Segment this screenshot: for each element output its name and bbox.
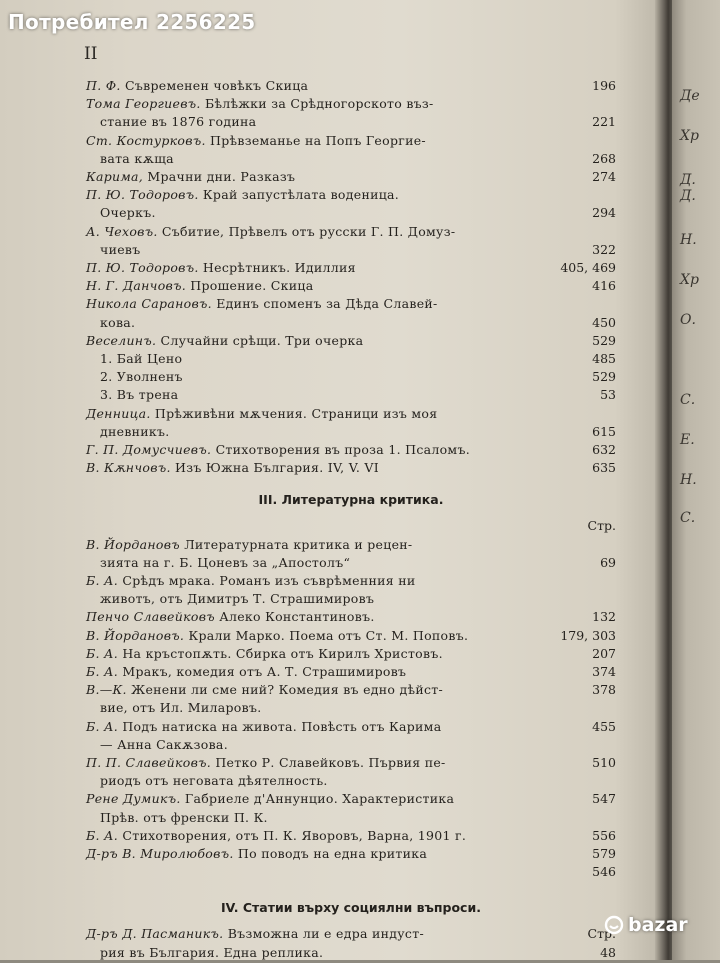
toc-entry-title <box>86 315 135 330</box>
facing-page-fragment: Хр <box>680 272 699 288</box>
toc-entry-title <box>86 333 363 348</box>
toc-entry-text: Прѣвземанье на Попъ Георгие- <box>210 132 426 148</box>
toc-entry-author: Н. Г. Данчовъ. <box>86 278 187 294</box>
toc-entry-title <box>86 442 470 457</box>
toc-entry-text: Литературната критика и рецен- <box>184 536 413 552</box>
toc-entry-author: Веселинъ. <box>86 332 157 348</box>
toc-entry-author: В. Йордановъ <box>86 536 180 552</box>
toc-entry-text: Женени ли сме ний? Комедия въ едно дѣйст- <box>131 682 444 698</box>
bazar-logo <box>604 914 688 936</box>
toc-entry <box>86 646 616 664</box>
toc-entry-title <box>86 773 328 788</box>
toc-entry <box>86 555 616 573</box>
toc-entry <box>86 828 616 846</box>
toc-entry-title <box>86 628 468 643</box>
toc-entry <box>86 96 616 114</box>
toc-entry-title <box>86 169 295 184</box>
toc-entry <box>86 682 616 700</box>
toc-entry-author: П. П. Славейковъ. <box>86 755 212 770</box>
facing-page-fragment: Н. <box>680 232 697 248</box>
toc-entry-page: 207 <box>592 645 616 661</box>
toc-entry-text: Несрѣтникъ. Идиллия <box>202 260 356 275</box>
toc-entry <box>86 628 616 646</box>
toc-entry-title <box>86 224 455 239</box>
toc-entry-title <box>86 151 174 166</box>
toc-entry-title <box>86 96 434 111</box>
toc-entry-author: Тома Георгиевъ. <box>86 96 201 112</box>
toc-entry-text: вие, отъ Ил. Миларовъ. <box>100 700 262 716</box>
toc-entry-text: Край запустѣлата воденица. <box>202 187 400 203</box>
toc-entry <box>86 573 616 591</box>
toc-entry <box>86 846 616 864</box>
toc-entry-text: 1. Бай Цено <box>100 351 183 366</box>
toc-entry-author: Карима, <box>86 169 144 184</box>
toc-entry <box>86 926 616 944</box>
toc-entry <box>86 591 616 609</box>
toc-entry-author: В.—К. <box>86 682 127 698</box>
toc-entry-page: 635 <box>592 460 616 476</box>
toc-entry <box>86 333 616 351</box>
section-heading: III. Литературна критика. <box>258 492 444 508</box>
facing-page <box>672 0 720 960</box>
toc-entry-text: Съвременен човѣкъ Скица <box>124 78 309 93</box>
toc-entry <box>86 369 616 387</box>
toc-entry-page: 322 <box>592 241 616 257</box>
toc-entry-title <box>86 133 426 148</box>
toc-entry-page: 579 <box>592 846 616 861</box>
toc-entry <box>86 737 616 755</box>
toc-entry-title <box>86 573 416 588</box>
toc-entry-title <box>86 719 441 734</box>
toc-entry-title <box>86 187 399 202</box>
toc-entry <box>86 296 616 314</box>
toc-entry <box>86 700 616 718</box>
toc-entry <box>86 664 616 682</box>
toc-entry <box>86 278 616 296</box>
toc-entry-text: Събитие, Прѣвелъ отъ русски Г. П. Домуз- <box>161 223 456 239</box>
toc-entry-title <box>86 369 183 384</box>
toc-entry-author: В. Кѫнчовъ. <box>86 460 171 476</box>
toc-entry-text: Прѣживѣни мѫчения. Страници изъ моя <box>154 405 438 421</box>
toc-entry <box>86 810 616 828</box>
toc-entry-title <box>86 646 443 661</box>
toc-entry <box>86 773 616 791</box>
toc-entry-page: 405, 469 <box>560 260 616 275</box>
toc-entry-text: Прошение. Скица <box>190 278 314 294</box>
toc-entry-title <box>86 810 268 825</box>
toc-entry <box>86 224 616 242</box>
toc-entry-page: 294 <box>592 205 616 221</box>
toc-entry <box>86 260 616 278</box>
toc-entry-author: В. Йордановъ. <box>86 627 185 643</box>
toc-entry-title <box>86 846 427 861</box>
toc-entry-page: 547 <box>592 791 616 807</box>
page-number: II <box>84 44 98 64</box>
toc-entry-page: 546 <box>592 864 616 880</box>
toc-entry-text: Алеко Константиновъ. <box>219 609 375 625</box>
toc-entry-text: вата кѫща <box>100 150 174 166</box>
toc-entry-text: 3. Въ трена <box>100 387 179 403</box>
toc-entry <box>86 78 616 96</box>
toc-entry-text: рия въ България. Една реплика. <box>100 944 324 960</box>
toc-entry-page: 274 <box>592 169 616 184</box>
toc-entry-page: 132 <box>592 609 616 625</box>
toc-entry-page: 485 <box>592 351 616 366</box>
toc-entry-page: 556 <box>592 827 616 843</box>
toc-entry-page: 48 <box>600 944 616 960</box>
toc-entry-page: 374 <box>592 664 616 679</box>
toc-entry-title <box>86 555 350 570</box>
toc-entry <box>86 351 616 369</box>
toc-entry <box>86 518 616 536</box>
toc-entry-title <box>86 828 466 843</box>
toc-entry <box>86 242 616 260</box>
toc-entry-page: 529 <box>592 332 616 348</box>
toc-entry-title <box>86 737 228 752</box>
toc-entry-title <box>86 664 406 679</box>
toc-entry-author: Б. А. <box>86 645 119 661</box>
toc-entry <box>86 719 616 737</box>
toc-entry-title <box>86 609 375 624</box>
toc-entry-title <box>86 460 379 475</box>
toc-entry <box>86 609 616 627</box>
toc-entry-author: Д-ръ В. Миролюбовъ. <box>86 846 234 861</box>
toc-entry-text: Възможна ли е едра индуст- <box>227 926 424 942</box>
toc-entry-text: кова. <box>100 314 136 330</box>
toc-entry-text: На кръстопѫть. Сбирка отъ Кирилъ Христовъ. <box>122 645 443 661</box>
toc-entry-text: Очеркъ. <box>100 205 156 221</box>
facing-page-fragment: О. <box>680 312 696 328</box>
toc-entry-text: Изъ Южна България. IV, V. VI <box>175 460 379 476</box>
toc-entry-author: Б. А. <box>86 827 119 843</box>
toc-entry-text: Габриеле д'Аннунцио. Характеристика <box>184 791 455 807</box>
toc-entry-text: Мракъ, комедия отъ А. Т. Страшимировъ <box>122 664 407 679</box>
toc-entry <box>86 315 616 333</box>
toc-entry-text: зията на г. Б. Цоневъ за „Апостолъ“ <box>100 554 351 570</box>
toc-entry-page: 196 <box>592 78 616 93</box>
toc-entry-page: 53 <box>600 387 616 403</box>
toc-entry-author: Б. А. <box>86 573 119 588</box>
toc-entry-title <box>86 114 256 129</box>
toc-entry <box>86 755 616 773</box>
toc-entry-page: 455 <box>592 718 616 734</box>
bazar-logo-text: bazar <box>628 914 688 936</box>
toc-entry-text: Стихотворения, отъ П. К. Яворовъ, Варна, 1901 г. <box>122 827 467 843</box>
facing-page-fragment: Де <box>680 88 700 104</box>
toc-entry <box>86 442 616 460</box>
toc-entry-title <box>86 791 454 806</box>
facing-page-fragment: Хр <box>680 128 699 144</box>
facing-page-fragment: Д. <box>680 188 696 204</box>
toc-entry-title <box>86 926 424 941</box>
toc-entry <box>86 187 616 205</box>
toc-entry-text: Срѣдъ мрака. Романъ изъ съврѣменния ни <box>122 573 416 588</box>
toc-entry-title <box>86 278 313 293</box>
toc-entry-text: стание въ 1876 година <box>100 114 257 130</box>
toc-entry-author: Б. А. <box>86 718 119 734</box>
toc-entry-text: Мрачни дни. Разказъ <box>147 169 296 184</box>
toc-entry <box>86 205 616 223</box>
toc-entry-page: 268 <box>592 150 616 166</box>
toc-entry-text: риодъ отъ неговата дѣятелность. <box>100 773 328 789</box>
toc-entry-page: 632 <box>592 442 616 457</box>
toc-entry-author: П. Ф. <box>86 78 121 93</box>
toc-entry-title <box>86 591 374 606</box>
toc-entry <box>86 169 616 187</box>
toc-entry-title <box>86 945 323 960</box>
toc-entry <box>86 537 616 555</box>
toc-entry-title <box>86 387 178 402</box>
section-heading: IV. Статии върху социялни въпроси. <box>221 900 481 916</box>
toc-entry-title <box>86 205 156 220</box>
toc-entry <box>86 791 616 809</box>
toc-entry <box>86 133 616 151</box>
toc-entry-author: Денница. <box>86 405 151 421</box>
facing-page-fragment: Е. <box>680 432 695 448</box>
toc-entry-title <box>86 242 140 257</box>
toc-entry-page: 450 <box>592 314 616 330</box>
toc-entry-title <box>86 755 446 770</box>
toc-entry-text: чиевъ <box>100 241 141 257</box>
toc-entry-title <box>86 296 438 311</box>
toc-entry-page: 416 <box>592 278 616 294</box>
toc-entry-text: животъ, отъ Димитръ Т. Страшимировъ <box>100 591 375 607</box>
toc-entry-author: Пенчо Славейковъ <box>86 609 215 625</box>
toc-entry-text: Прѣв. отъ френски П. К. <box>100 809 268 825</box>
user-watermark: Потребител 2256225 <box>8 10 256 34</box>
toc-entry-text: дневникъ. <box>100 423 170 439</box>
toc-entry-title <box>86 260 356 275</box>
toc-entry-title <box>86 406 437 421</box>
facing-page-fragment: С. <box>680 510 696 526</box>
toc-entry <box>86 114 616 132</box>
toc-entry-author: Б. А. <box>86 664 119 679</box>
toc-entry <box>86 387 616 405</box>
toc-entry-title <box>86 351 182 366</box>
toc-entry-text: Стихотворения въ проза 1. Псаломъ. <box>215 442 470 457</box>
toc-entry-text: 2. Уволненъ <box>100 369 183 385</box>
facing-page-fragment: Д. <box>680 172 696 188</box>
toc-entry-text: Подъ натиска на живота. Повѣсть отъ Карима <box>122 718 442 734</box>
toc-entry-author: А. Чеховъ. <box>86 223 158 239</box>
toc-entry-text: Бѣлѣжки за Срѣдногорското въз- <box>204 96 434 112</box>
toc-entry-author: Д-ръ Д. Пасманикъ. <box>86 926 224 942</box>
toc-entry-title <box>86 700 261 715</box>
toc-entry-page: 179, 303 <box>560 627 616 643</box>
toc-entry <box>86 460 616 478</box>
toc-entry-text: Единъ споменъ за Дѣда Славей- <box>216 296 438 312</box>
facing-page-fragment: С. <box>680 392 696 408</box>
toc-entry-page: 378 <box>592 682 616 698</box>
toc-entry-author: Никола Сарановъ. <box>86 296 212 312</box>
toc-entry-text: Крали Марко. Поема отъ Ст. М. Поповъ. <box>188 627 469 643</box>
toc-entry-author: Ст. Костурковъ. <box>86 132 206 148</box>
toc-entry-page: 615 <box>592 423 616 439</box>
toc-entry <box>86 151 616 169</box>
toc-entry-text: По поводъ на една критика <box>237 846 428 861</box>
toc-entry-page: 529 <box>592 369 616 385</box>
toc-entry-author: П. Ю. Тодоровъ. <box>86 187 199 203</box>
toc-entry-page: Стр. <box>587 518 616 534</box>
toc-entry-page: 69 <box>600 554 616 570</box>
toc-entry-title <box>86 424 170 439</box>
toc-entry-text: Петко Р. Славейковъ. Първия пе- <box>215 755 446 770</box>
toc-entry-author: П. Ю. Тодоровъ. <box>86 260 199 275</box>
bazar-logo-icon <box>604 915 624 935</box>
toc-entry-text: — Анна Сакѫзова. <box>100 736 228 752</box>
toc-entry-page: 510 <box>592 755 616 770</box>
toc-entry-title <box>86 78 308 93</box>
toc-entry-title <box>86 537 412 552</box>
toc-entry <box>86 406 616 424</box>
toc-entry-title <box>86 682 443 697</box>
toc-entry-page: 221 <box>592 114 616 130</box>
toc-entry <box>86 424 616 442</box>
toc-entry-page: Стр. <box>587 926 616 942</box>
facing-page-fragment: Н. <box>680 472 697 488</box>
toc-entry-author: Рене Думикъ. <box>86 791 181 807</box>
toc-entry <box>86 864 616 882</box>
toc-entry-author: Г. П. Домусчиевъ. <box>86 442 212 457</box>
toc-entry-text: Случайни срѣщи. Три очерка <box>160 332 364 348</box>
